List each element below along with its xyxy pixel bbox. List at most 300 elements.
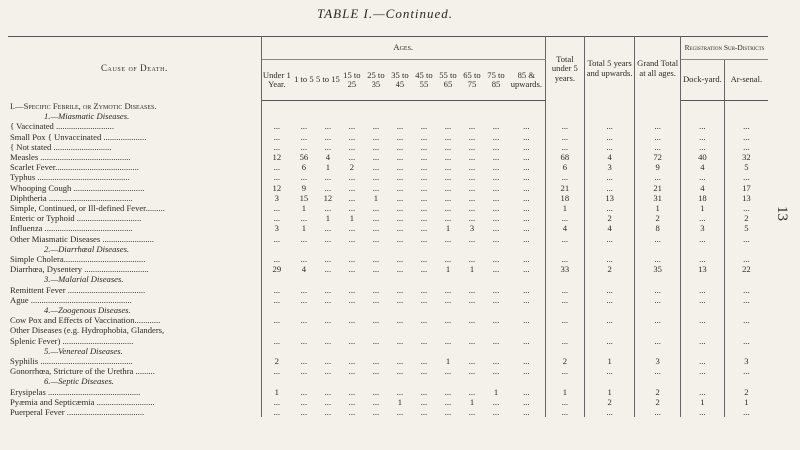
- value-cell: 1: [545, 387, 584, 397]
- value-cell: 33: [545, 264, 584, 274]
- value-cell: ...: [372, 131, 380, 142]
- age-col-header: 5 to 15: [316, 60, 340, 101]
- table-row: [8, 397, 768, 407]
- value-cell: ...: [348, 366, 356, 377]
- value-cell: ...: [743, 254, 750, 265]
- value-cell: ...: [444, 386, 452, 397]
- value-cell: ...: [348, 121, 356, 132]
- value-cell: 1: [681, 203, 725, 213]
- value-cell: ...: [545, 172, 584, 182]
- value-cell: [364, 346, 388, 356]
- value-cell: 8: [635, 223, 681, 233]
- value-cell: ...: [396, 366, 404, 377]
- value-cell: ...: [681, 295, 725, 305]
- value-cell: ...: [396, 294, 404, 305]
- table-row: [8, 295, 768, 305]
- value-cell: [412, 305, 436, 315]
- cause-cell: 6.—Septic Diseases.: [8, 376, 261, 386]
- value-cell: ...: [273, 121, 281, 132]
- value-cell: [508, 325, 545, 335]
- value-cell: ...: [635, 142, 681, 152]
- table-row: [8, 264, 768, 274]
- value-cell: [681, 325, 725, 335]
- value-cell: ...: [273, 141, 281, 152]
- value-cell: ...: [508, 213, 545, 223]
- value-cell: ...: [492, 264, 500, 275]
- value-cell: ...: [681, 172, 725, 182]
- cause-cell: 5.—Venereal Diseases.: [8, 346, 261, 356]
- value-cell: ...: [300, 284, 308, 295]
- age-col-header: 25 to 35: [364, 60, 388, 101]
- value-cell: [261, 244, 292, 254]
- value-cell: ...: [444, 152, 452, 162]
- table-row: [8, 274, 768, 284]
- value-cell: [388, 101, 412, 112]
- value-cell: ...: [444, 141, 452, 152]
- table-row: [8, 387, 768, 397]
- value-cell: 1: [469, 396, 475, 407]
- value-cell: ...: [508, 387, 545, 397]
- value-cell: ...: [372, 233, 380, 244]
- table-row: [8, 356, 768, 366]
- value-cell: 4: [325, 152, 331, 162]
- value-cell: ...: [545, 336, 584, 346]
- value-cell: [340, 274, 364, 284]
- value-cell: ...: [420, 141, 428, 152]
- value-cell: ...: [348, 223, 356, 234]
- value-cell: ...: [273, 233, 281, 244]
- value-cell: ...: [492, 284, 500, 295]
- cause-cell: I.—Specific Febrile, or Zymotic Diseases.: [8, 101, 261, 112]
- value-cell: ...: [396, 162, 404, 173]
- value-cell: [724, 325, 768, 335]
- value-cell: ...: [300, 233, 308, 244]
- value-cell: ...: [396, 131, 404, 142]
- value-cell: ...: [492, 366, 500, 377]
- value-cell: 56: [299, 152, 309, 162]
- value-cell: [681, 305, 725, 315]
- value-cell: ...: [420, 396, 428, 407]
- value-cell: ...: [585, 254, 635, 264]
- cause-cell: Other Miasmatic Diseases ........................: [8, 234, 261, 244]
- value-cell: [436, 111, 460, 121]
- value-cell: ...: [420, 223, 428, 234]
- cause-cell: { Not stated ...........................: [8, 142, 261, 152]
- value-cell: [681, 111, 725, 121]
- value-cell: ...: [273, 396, 281, 407]
- value-cell: [364, 325, 388, 335]
- age-col-header: Under 1 Year.: [261, 60, 292, 101]
- value-cell: ...: [508, 203, 545, 213]
- value-cell: [340, 305, 364, 315]
- value-cell: [292, 111, 316, 121]
- table-row: [8, 325, 768, 335]
- value-cell: [545, 101, 584, 112]
- value-cell: [635, 111, 681, 121]
- value-cell: ...: [585, 121, 635, 131]
- value-cell: ...: [585, 295, 635, 305]
- value-cell: ...: [681, 336, 725, 346]
- value-cell: 1: [373, 192, 379, 203]
- value-cell: ...: [444, 121, 452, 132]
- value-cell: ...: [444, 315, 452, 326]
- value-cell: 4: [681, 183, 725, 193]
- value-cell: ...: [372, 182, 380, 193]
- value-cell: [340, 346, 364, 356]
- value-cell: [635, 101, 681, 112]
- age-col-header: 35 to 45: [388, 60, 412, 101]
- value-cell: ...: [444, 172, 452, 183]
- value-cell: [388, 346, 412, 356]
- value-cell: [412, 274, 436, 284]
- value-cell: ...: [348, 254, 356, 265]
- value-cell: [292, 305, 316, 315]
- value-cell: ...: [492, 407, 500, 418]
- value-cell: ...: [743, 233, 750, 244]
- value-cell: [724, 101, 768, 112]
- value-cell: ...: [324, 366, 332, 377]
- value-cell: ...: [300, 335, 308, 346]
- value-cell: ...: [273, 172, 281, 183]
- value-cell: ...: [348, 192, 356, 203]
- value-cell: [724, 346, 768, 356]
- value-cell: 1: [325, 213, 331, 224]
- sub-district-header: Dock-yard.: [681, 60, 725, 101]
- grand-total-header: Grand Total at all ages.: [635, 37, 681, 101]
- value-cell: [388, 274, 412, 284]
- value-cell: ...: [635, 336, 681, 346]
- value-cell: ...: [372, 121, 380, 132]
- table-row: [8, 376, 768, 386]
- value-cell: [316, 101, 340, 112]
- sub-district-header: Ar-senal.: [724, 60, 768, 101]
- value-cell: 12: [272, 152, 282, 162]
- value-cell: ...: [348, 141, 356, 152]
- value-cell: [585, 101, 635, 112]
- value-cell: ...: [396, 254, 404, 265]
- value-cell: ...: [348, 356, 356, 367]
- value-cell: ...: [635, 234, 681, 244]
- value-cell: ...: [743, 407, 750, 418]
- value-cell: [364, 376, 388, 386]
- value-cell: [292, 325, 316, 335]
- value-cell: [508, 101, 545, 112]
- value-cell: 1: [744, 396, 749, 407]
- cause-cell: Other Diseases (e.g. Hydrophobia, Glanders,: [8, 325, 261, 335]
- total-under5-header: Total under 5 years.: [545, 37, 584, 101]
- value-cell: ...: [444, 233, 452, 244]
- value-cell: 1: [445, 356, 451, 367]
- table-row: [8, 234, 768, 244]
- value-cell: ...: [585, 172, 635, 182]
- value-cell: ...: [508, 193, 545, 203]
- value-cell: ...: [372, 264, 380, 275]
- value-cell: ...: [468, 131, 476, 142]
- value-cell: ...: [324, 254, 332, 265]
- value-cell: ...: [273, 131, 281, 142]
- value-cell: ...: [372, 356, 380, 367]
- value-cell: ...: [468, 366, 476, 377]
- value-cell: [508, 305, 545, 315]
- value-cell: ...: [508, 366, 545, 376]
- value-cell: [545, 325, 584, 335]
- value-cell: ...: [420, 407, 428, 418]
- value-cell: 21: [635, 183, 681, 193]
- value-cell: ...: [348, 203, 356, 214]
- value-cell: ...: [348, 396, 356, 407]
- value-cell: ...: [348, 233, 356, 244]
- value-cell: ...: [420, 152, 428, 162]
- value-cell: 4: [301, 264, 307, 275]
- value-cell: [585, 274, 635, 284]
- value-cell: [635, 376, 681, 386]
- value-cell: ...: [396, 121, 404, 132]
- value-cell: 4: [681, 162, 725, 172]
- value-cell: ...: [508, 285, 545, 295]
- value-cell: 1: [585, 387, 635, 397]
- value-cell: [460, 111, 484, 121]
- table-row: [8, 152, 768, 162]
- cause-cell: Typhus ...........................................: [8, 172, 261, 182]
- value-cell: ...: [468, 284, 476, 295]
- value-cell: ...: [681, 407, 725, 417]
- value-cell: ...: [372, 141, 380, 152]
- value-cell: ...: [396, 141, 404, 152]
- value-cell: ...: [743, 366, 750, 377]
- value-cell: ...: [681, 254, 725, 264]
- value-cell: ...: [635, 172, 681, 182]
- value-cell: ...: [585, 366, 635, 376]
- value-cell: ...: [420, 233, 428, 244]
- value-cell: ...: [508, 121, 545, 131]
- value-cell: ...: [743, 315, 750, 326]
- value-cell: ...: [396, 213, 404, 224]
- value-cell: [681, 101, 725, 112]
- age-col-header: 45 to 55: [412, 60, 436, 101]
- value-cell: [388, 111, 412, 121]
- table-title: TABLE I.—Continued.: [316, 6, 454, 21]
- value-cell: ...: [468, 356, 476, 367]
- value-cell: 13: [742, 192, 751, 203]
- value-cell: ...: [420, 335, 428, 346]
- value-cell: ...: [324, 264, 332, 275]
- value-cell: ...: [585, 203, 635, 213]
- value-cell: ...: [420, 356, 428, 367]
- value-cell: ...: [444, 294, 452, 305]
- value-cell: ...: [508, 223, 545, 233]
- value-cell: ...: [492, 335, 500, 346]
- value-cell: ...: [585, 142, 635, 152]
- value-cell: ...: [681, 315, 725, 325]
- value-cell: ...: [396, 356, 404, 367]
- value-cell: 4: [585, 223, 635, 233]
- value-cell: [388, 305, 412, 315]
- value-cell: 32: [742, 152, 751, 162]
- value-cell: [412, 101, 436, 112]
- value-cell: 1: [585, 356, 635, 366]
- value-cell: 29: [272, 264, 282, 275]
- value-cell: ...: [300, 366, 308, 377]
- value-cell: 2: [635, 387, 681, 397]
- value-cell: [364, 111, 388, 121]
- value-cell: ...: [743, 131, 750, 142]
- value-cell: ...: [492, 396, 500, 407]
- value-cell: ...: [273, 203, 281, 214]
- cause-cell: Gonorrhœa, Stricture of the Urethra .........: [8, 366, 261, 376]
- value-cell: ...: [273, 335, 281, 346]
- value-cell: ...: [396, 264, 404, 275]
- value-cell: ...: [348, 284, 356, 295]
- value-cell: [508, 111, 545, 121]
- value-cell: 3: [744, 356, 749, 367]
- value-cell: ...: [396, 386, 404, 397]
- value-cell: ...: [492, 141, 500, 152]
- table-row: [8, 203, 768, 213]
- value-cell: [364, 305, 388, 315]
- value-cell: ...: [420, 172, 428, 183]
- value-cell: [364, 274, 388, 284]
- value-cell: ...: [300, 131, 308, 142]
- value-cell: ...: [492, 172, 500, 183]
- value-cell: ...: [396, 335, 404, 346]
- value-cell: [460, 101, 484, 112]
- value-cell: [316, 325, 340, 335]
- value-cell: ...: [372, 152, 380, 162]
- value-cell: ...: [324, 223, 332, 234]
- value-cell: ...: [681, 132, 725, 142]
- value-cell: ...: [372, 335, 380, 346]
- value-cell: ...: [273, 407, 281, 418]
- value-cell: [436, 376, 460, 386]
- value-cell: ...: [468, 386, 476, 397]
- value-cell: 3: [635, 356, 681, 366]
- value-cell: [484, 111, 508, 121]
- value-cell: ...: [545, 407, 584, 417]
- value-cell: [316, 305, 340, 315]
- value-cell: 1: [397, 396, 403, 407]
- value-cell: ...: [444, 203, 452, 214]
- value-cell: [460, 274, 484, 284]
- total-5up-header: Total 5 years and upwards.: [585, 37, 635, 101]
- value-cell: ...: [681, 234, 725, 244]
- value-cell: ...: [468, 233, 476, 244]
- value-cell: ...: [348, 294, 356, 305]
- value-cell: ...: [300, 141, 308, 152]
- value-cell: [412, 325, 436, 335]
- value-cell: ...: [545, 254, 584, 264]
- value-cell: ...: [372, 284, 380, 295]
- value-cell: 12: [323, 192, 333, 203]
- value-cell: ...: [273, 162, 281, 173]
- value-cell: ...: [444, 192, 452, 203]
- value-cell: ...: [508, 264, 545, 274]
- table-row: [8, 132, 768, 142]
- value-cell: 31: [635, 193, 681, 203]
- value-cell: ...: [545, 285, 584, 295]
- value-cell: [681, 376, 725, 386]
- value-cell: [292, 244, 316, 254]
- cause-cell: Diphtheria .......................................: [8, 193, 261, 203]
- table-row: [8, 111, 768, 121]
- value-cell: [484, 101, 508, 112]
- value-cell: ...: [492, 315, 500, 326]
- value-cell: 9: [635, 162, 681, 172]
- value-cell: ...: [492, 223, 500, 234]
- value-cell: ...: [396, 407, 404, 418]
- cause-cell: Scarlet Fever.......................................: [8, 162, 261, 172]
- value-cell: 2: [585, 264, 635, 274]
- cause-cell: Whooping Cough .................................: [8, 183, 261, 193]
- value-cell: 9: [301, 182, 307, 193]
- value-cell: ...: [508, 234, 545, 244]
- value-cell: 17: [742, 182, 751, 193]
- value-cell: ...: [635, 285, 681, 295]
- value-cell: [316, 346, 340, 356]
- value-cell: ...: [508, 183, 545, 193]
- value-cell: ...: [396, 172, 404, 183]
- value-cell: ...: [273, 284, 281, 295]
- value-cell: ...: [420, 203, 428, 214]
- value-cell: [436, 305, 460, 315]
- value-cell: ...: [324, 315, 332, 326]
- value-cell: ...: [300, 386, 308, 397]
- value-cell: ...: [545, 366, 584, 376]
- value-cell: 22: [742, 264, 751, 275]
- value-cell: [261, 111, 292, 121]
- cause-cell: Diarrhœa, Dysentery ..............................: [8, 264, 261, 274]
- value-cell: ...: [681, 387, 725, 397]
- value-cell: [460, 305, 484, 315]
- page-number: 13: [774, 206, 790, 221]
- value-cell: ...: [324, 233, 332, 244]
- value-cell: [508, 346, 545, 356]
- value-cell: ...: [300, 294, 308, 305]
- value-cell: ...: [348, 172, 356, 183]
- value-cell: ...: [420, 192, 428, 203]
- value-cell: [261, 101, 292, 112]
- value-cell: ...: [492, 162, 500, 173]
- value-cell: ...: [300, 407, 308, 418]
- value-cell: [412, 111, 436, 121]
- value-cell: ...: [324, 131, 332, 142]
- value-cell: ...: [372, 315, 380, 326]
- value-cell: 40: [681, 152, 725, 162]
- value-cell: 2: [585, 213, 635, 223]
- table-row: [8, 336, 768, 346]
- value-cell: 2: [744, 213, 749, 224]
- value-cell: ...: [420, 162, 428, 173]
- value-cell: 1: [469, 264, 475, 275]
- value-cell: [585, 244, 635, 254]
- value-cell: ...: [348, 407, 356, 418]
- value-cell: ...: [743, 141, 750, 152]
- value-cell: ...: [635, 295, 681, 305]
- cause-cell: Remittent Fever ....................................: [8, 285, 261, 295]
- value-cell: [340, 111, 364, 121]
- value-cell: ...: [545, 397, 584, 407]
- value-cell: ...: [444, 335, 452, 346]
- value-cell: ...: [508, 407, 545, 417]
- cause-cell: Measles ..........................................: [8, 152, 261, 162]
- value-cell: ...: [743, 294, 750, 305]
- value-cell: [545, 305, 584, 315]
- value-cell: [261, 325, 292, 335]
- value-cell: ...: [348, 131, 356, 142]
- value-cell: ...: [372, 162, 380, 173]
- value-cell: [388, 325, 412, 335]
- value-cell: ...: [468, 203, 476, 214]
- value-cell: ...: [545, 234, 584, 244]
